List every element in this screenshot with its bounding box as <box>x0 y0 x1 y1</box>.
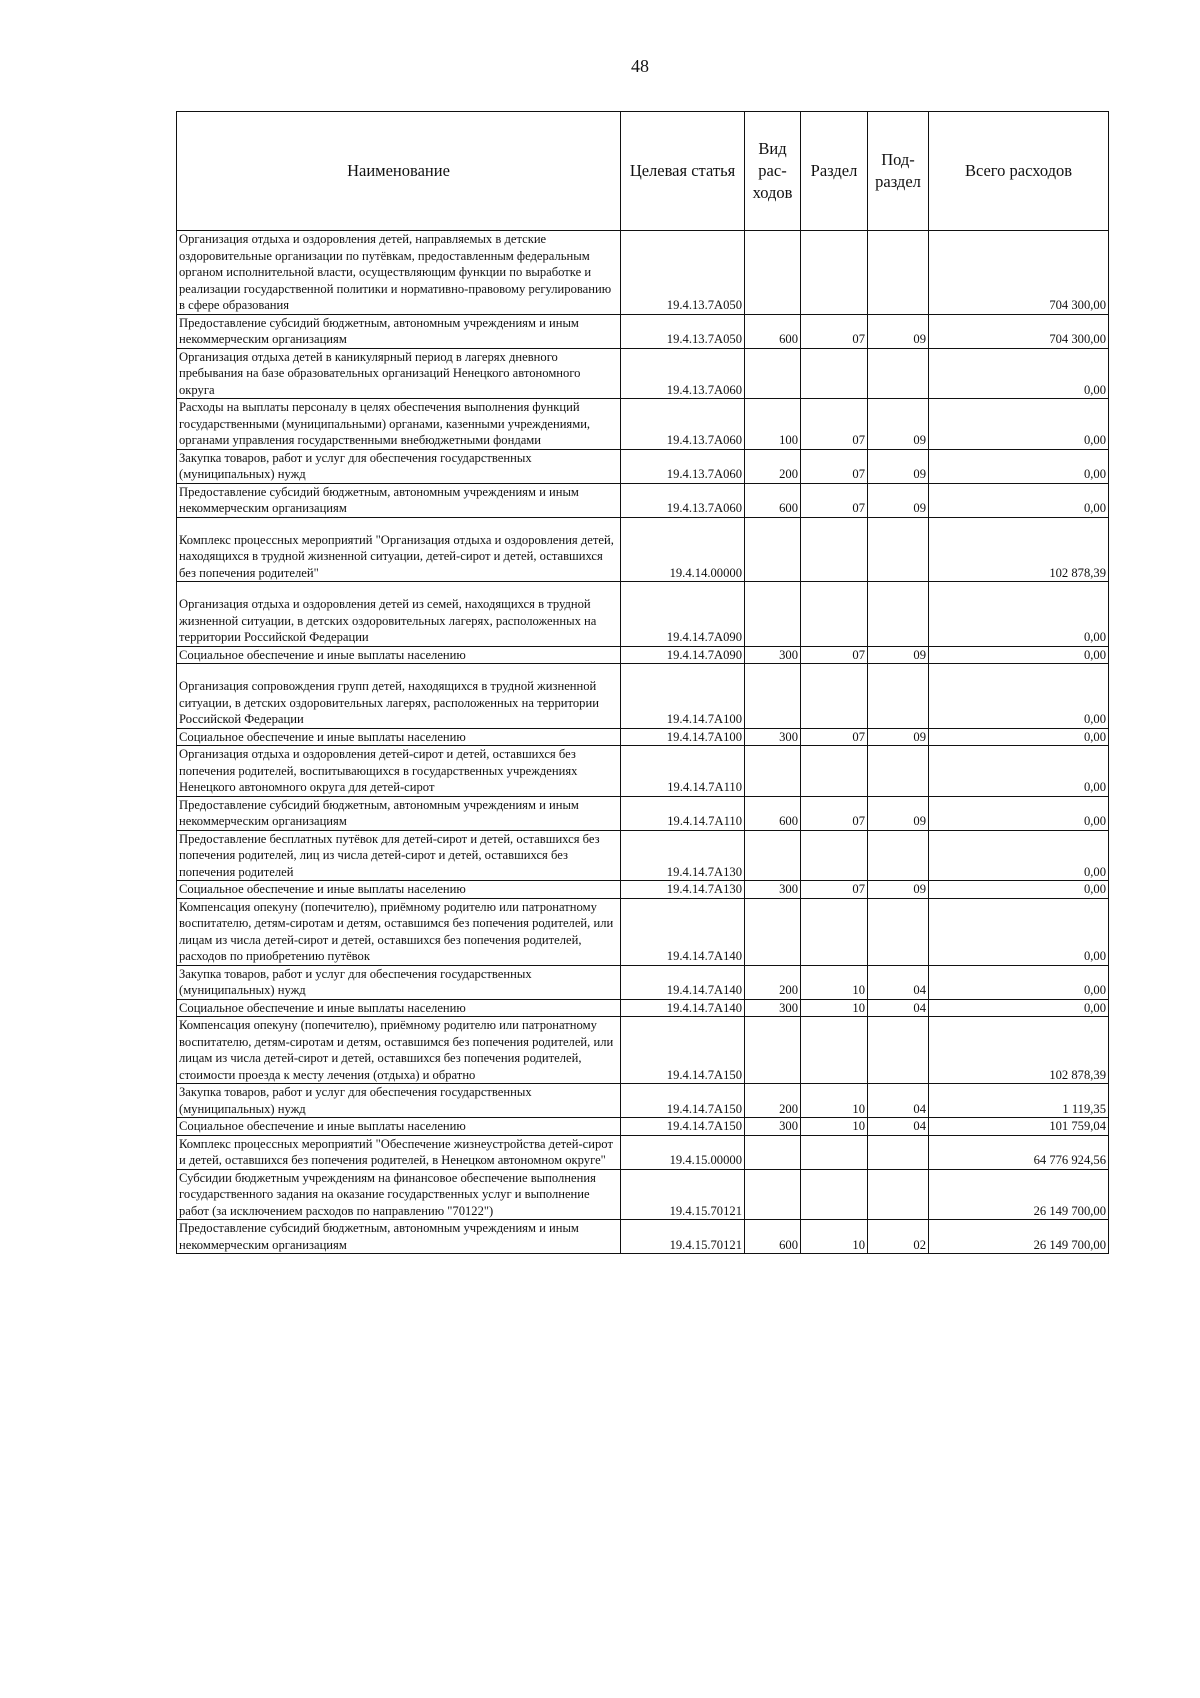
table-row <box>177 999 1109 1017</box>
cell-name: Расходы на выплаты персоналу в целях обеспечения выполнения функций государственными (муниципальными) органами, казенными учреждениями, органами управления государственными внебюджетными фондами <box>177 399 621 450</box>
cell-total: 26 149 700,00 <box>929 1220 1109 1254</box>
cell-article: 19.4.14.7А090 <box>621 646 745 664</box>
cell-name: Организация отдыха детей в каникулярный период в лагерях дневного пребывания на базе образовательных организаций Ненецкого автономного округа <box>177 348 621 399</box>
cell-total: 101 759,04 <box>929 1118 1109 1136</box>
cell-name: Комплекс процессных мероприятий "Организация отдыха и оздоровления детей, находящихся в трудной жизненной ситуации, детей-сирот и детей, оставшихся без попечения родителей" <box>177 517 621 582</box>
cell-name: Комплекс процессных мероприятий "Обеспечение жизнеустройства детей-сирот и детей, оставшихся без попечения родителей, в Ненецком автономном округе" <box>177 1135 621 1169</box>
cell-total: 0,00 <box>929 830 1109 881</box>
cell-section: 10 <box>801 1118 868 1136</box>
cell-section: 07 <box>801 399 868 450</box>
cell-kind <box>745 231 801 315</box>
cell-section: 10 <box>801 1220 868 1254</box>
table-row <box>177 881 1109 899</box>
cell-name: Организация отдыха и оздоровления детей, направляемых в детские оздоровительные организации по путёвкам, предоставленным федеральным органом исполнительной власти, осуществляющим функции по выработке и реализации государственной политики и нормативно-правовому регулированию в сфере образования <box>177 231 621 315</box>
cell-name: Предоставление субсидий бюджетным, автономным учреждениям и иным некоммерческим организациям <box>177 483 621 517</box>
cell-kind: 600 <box>745 1220 801 1254</box>
table-row <box>177 830 1109 881</box>
cell-subsection: 09 <box>868 449 929 483</box>
cell-total: 0,00 <box>929 881 1109 899</box>
cell-section <box>801 1169 868 1220</box>
cell-subsection: 09 <box>868 646 929 664</box>
cell-subsection: 09 <box>868 399 929 450</box>
cell-kind <box>745 830 801 881</box>
cell-total: 0,00 <box>929 348 1109 399</box>
cell-subsection: 09 <box>868 728 929 746</box>
cell-name: Субсидии бюджетным учреждениям на финансовое обеспечение выполнения государственного задания на оказание государственных услуг и выполнение работ (за исключением расходов по направлению "70122") <box>177 1169 621 1220</box>
table-row <box>177 314 1109 348</box>
cell-section <box>801 830 868 881</box>
cell-kind <box>745 582 801 647</box>
cell-article: 19.4.13.7А060 <box>621 348 745 399</box>
cell-article: 19.4.13.7А060 <box>621 449 745 483</box>
cell-total: 704 300,00 <box>929 231 1109 315</box>
cell-total: 0,00 <box>929 898 1109 965</box>
cell-article: 19.4.13.7А050 <box>621 314 745 348</box>
cell-article: 19.4.14.7А100 <box>621 728 745 746</box>
cell-total: 26 149 700,00 <box>929 1169 1109 1220</box>
cell-subsection <box>868 1017 929 1084</box>
cell-kind <box>745 1169 801 1220</box>
table-row <box>177 1017 1109 1084</box>
cell-name: Социальное обеспечение и иные выплаты населению <box>177 881 621 899</box>
cell-article: 19.4.15.70121 <box>621 1220 745 1254</box>
cell-kind: 600 <box>745 483 801 517</box>
table-row <box>177 965 1109 999</box>
cell-kind: 300 <box>745 1118 801 1136</box>
cell-section: 10 <box>801 999 868 1017</box>
cell-total: 0,00 <box>929 582 1109 647</box>
cell-article: 19.4.14.7А110 <box>621 796 745 830</box>
cell-total: 704 300,00 <box>929 314 1109 348</box>
cell-article: 19.4.14.7А140 <box>621 898 745 965</box>
cell-section: 07 <box>801 483 868 517</box>
table-row <box>177 231 1109 315</box>
cell-name: Социальное обеспечение и иные выплаты населению <box>177 728 621 746</box>
cell-total: 0,00 <box>929 999 1109 1017</box>
cell-article: 19.4.14.7А150 <box>621 1017 745 1084</box>
header-subsection: Под-раздел <box>868 112 929 231</box>
table-row <box>177 728 1109 746</box>
cell-subsection: 04 <box>868 999 929 1017</box>
cell-article: 19.4.14.7А090 <box>621 582 745 647</box>
cell-name: Социальное обеспечение и иные выплаты населению <box>177 999 621 1017</box>
cell-name: Организация отдыха и оздоровления детей-сирот и детей, оставшихся без попечения родителей, воспитывающихся в государственных учреждениях Ненецкого автономного округа для детей-сирот <box>177 746 621 797</box>
cell-subsection <box>868 898 929 965</box>
cell-section: 10 <box>801 965 868 999</box>
table-row <box>177 898 1109 965</box>
cell-kind: 300 <box>745 728 801 746</box>
cell-subsection: 09 <box>868 314 929 348</box>
table-row <box>177 399 1109 450</box>
cell-kind <box>745 1017 801 1084</box>
cell-subsection <box>868 231 929 315</box>
cell-section: 10 <box>801 1084 868 1118</box>
cell-name: Закупка товаров, работ и услуг для обеспечения государственных (муниципальных) нужд <box>177 965 621 999</box>
cell-section: 07 <box>801 314 868 348</box>
cell-section: 07 <box>801 796 868 830</box>
cell-kind: 100 <box>745 399 801 450</box>
cell-section: 07 <box>801 449 868 483</box>
cell-kind <box>745 664 801 729</box>
cell-section <box>801 582 868 647</box>
cell-name: Предоставление субсидий бюджетным, автономным учреждениям и иным некоммерческим организациям <box>177 314 621 348</box>
cell-total: 0,00 <box>929 965 1109 999</box>
header-kind: Вид рас-ходов <box>745 112 801 231</box>
cell-article: 19.4.14.7А130 <box>621 881 745 899</box>
cell-section <box>801 517 868 582</box>
cell-section: 07 <box>801 881 868 899</box>
table-row <box>177 1169 1109 1220</box>
table-row <box>177 646 1109 664</box>
cell-kind <box>745 1135 801 1169</box>
table-row <box>177 796 1109 830</box>
cell-subsection: 09 <box>868 881 929 899</box>
cell-article: 19.4.14.7А140 <box>621 965 745 999</box>
cell-article: 19.4.13.7А060 <box>621 483 745 517</box>
cell-article: 19.4.15.00000 <box>621 1135 745 1169</box>
cell-article: 19.4.14.7А150 <box>621 1118 745 1136</box>
cell-section <box>801 746 868 797</box>
cell-name: Предоставление субсидий бюджетным, автономным учреждениям и иным некоммерческим организациям <box>177 796 621 830</box>
table-row <box>177 582 1109 647</box>
cell-subsection <box>868 517 929 582</box>
cell-subsection <box>868 664 929 729</box>
table-row <box>177 1118 1109 1136</box>
cell-article: 19.4.14.7А110 <box>621 746 745 797</box>
cell-article: 19.4.14.00000 <box>621 517 745 582</box>
cell-section: 07 <box>801 646 868 664</box>
cell-total: 0,00 <box>929 399 1109 450</box>
table-row <box>177 1084 1109 1118</box>
table-row <box>177 1220 1109 1254</box>
cell-name: Предоставление бесплатных путёвок для детей-сирот и детей, оставшихся без попечения родителей, лиц из числа детей-сирот и детей, оставшихся без попечения родителей <box>177 830 621 881</box>
cell-section: 07 <box>801 728 868 746</box>
cell-total: 1 119,35 <box>929 1084 1109 1118</box>
cell-kind <box>745 898 801 965</box>
table-row <box>177 483 1109 517</box>
cell-subsection <box>868 1135 929 1169</box>
cell-name: Социальное обеспечение и иные выплаты населению <box>177 646 621 664</box>
cell-total: 0,00 <box>929 449 1109 483</box>
table-row <box>177 746 1109 797</box>
table-row <box>177 1135 1109 1169</box>
table-row <box>177 664 1109 729</box>
cell-subsection: 02 <box>868 1220 929 1254</box>
cell-total: 0,00 <box>929 746 1109 797</box>
budget-table <box>176 111 1109 1254</box>
cell-name: Компенсация опекуну (попечителю), приёмному родителю или патронатному воспитателю, детям-сиротам и детям, оставшимся без попечения родителей, или лицам из числа детей-сирот и детей, оставшихся без попечения родителей, стоимости проезда к месту лечения (отдыха) и обратно <box>177 1017 621 1084</box>
table-row <box>177 517 1109 582</box>
cell-subsection: 04 <box>868 1118 929 1136</box>
cell-total: 102 878,39 <box>929 1017 1109 1084</box>
cell-subsection: 09 <box>868 483 929 517</box>
cell-subsection <box>868 830 929 881</box>
cell-kind: 600 <box>745 314 801 348</box>
cell-name: Закупка товаров, работ и услуг для обеспечения государственных (муниципальных) нужд <box>177 1084 621 1118</box>
cell-total: 0,00 <box>929 483 1109 517</box>
cell-kind <box>745 746 801 797</box>
header-name: Наименование <box>177 112 621 231</box>
cell-name: Предоставление субсидий бюджетным, автономным учреждениям и иным некоммерческим организациям <box>177 1220 621 1254</box>
cell-kind: 300 <box>745 881 801 899</box>
cell-kind: 300 <box>745 646 801 664</box>
cell-kind: 300 <box>745 999 801 1017</box>
cell-name: Компенсация опекуну (попечителю), приёмному родителю или патронатному воспитателю, детям-сиротам и детям, оставшимся без попечения родителей, или лицам из числа детей-сирот и детей, оставшихся без попечения родителей, расходов по приобретению путёвок <box>177 898 621 965</box>
cell-total: 0,00 <box>929 728 1109 746</box>
cell-article: 19.4.13.7А060 <box>621 399 745 450</box>
cell-section <box>801 1135 868 1169</box>
cell-article: 19.4.14.7А140 <box>621 999 745 1017</box>
header-article: Целевая статья <box>621 112 745 231</box>
cell-section <box>801 898 868 965</box>
table-row <box>177 449 1109 483</box>
cell-kind <box>745 348 801 399</box>
cell-name: Организация отдыха и оздоровления детей из семей, находящихся в трудной жизненной ситуации, в детских оздоровительных лагерях, расположенных на территории Российской Федерации <box>177 582 621 647</box>
cell-total: 0,00 <box>929 664 1109 729</box>
cell-subsection: 04 <box>868 1084 929 1118</box>
cell-total: 0,00 <box>929 646 1109 664</box>
header-section: Раздел <box>801 112 868 231</box>
cell-kind: 200 <box>745 1084 801 1118</box>
cell-section <box>801 348 868 399</box>
cell-section <box>801 1017 868 1084</box>
cell-article: 19.4.14.7А130 <box>621 830 745 881</box>
cell-kind: 600 <box>745 796 801 830</box>
page-number: 48 <box>631 56 649 76</box>
cell-article: 19.4.15.70121 <box>621 1169 745 1220</box>
cell-kind <box>745 517 801 582</box>
cell-kind: 200 <box>745 965 801 999</box>
cell-article: 19.4.13.7А050 <box>621 231 745 315</box>
table-row <box>177 348 1109 399</box>
cell-article: 19.4.14.7А150 <box>621 1084 745 1118</box>
cell-section <box>801 231 868 315</box>
cell-subsection <box>868 582 929 647</box>
cell-article: 19.4.14.7А100 <box>621 664 745 729</box>
cell-subsection <box>868 746 929 797</box>
cell-total: 0,00 <box>929 796 1109 830</box>
cell-subsection: 09 <box>868 796 929 830</box>
cell-kind: 200 <box>745 449 801 483</box>
cell-subsection <box>868 348 929 399</box>
cell-subsection: 04 <box>868 965 929 999</box>
cell-name: Закупка товаров, работ и услуг для обеспечения государственных (муниципальных) нужд <box>177 449 621 483</box>
cell-subsection <box>868 1169 929 1220</box>
cell-name: Социальное обеспечение и иные выплаты населению <box>177 1118 621 1136</box>
cell-total: 64 776 924,56 <box>929 1135 1109 1169</box>
header-total: Всего расходов <box>929 112 1109 231</box>
cell-section <box>801 664 868 729</box>
cell-name: Организация сопровождения групп детей, находящихся в трудной жизненной ситуации, в детских оздоровительных лагерях, расположенных на территории Российской Федерации <box>177 664 621 729</box>
cell-total: 102 878,39 <box>929 517 1109 582</box>
table-header-row <box>177 112 1109 231</box>
